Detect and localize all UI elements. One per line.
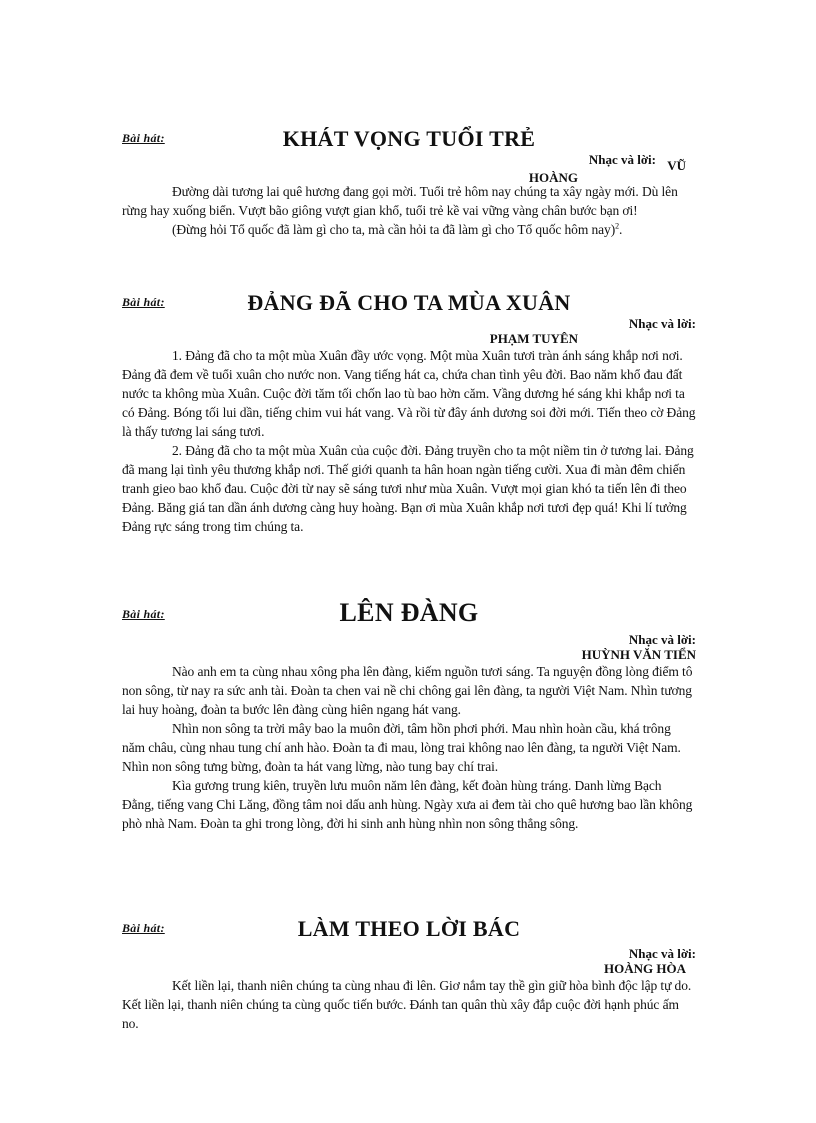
lyrics-paragraph: Nhìn non sông ta trời mây bao la muôn đời, tâm hồn phơi phới. Mau nhìn hoàn cầu, khá trông năm châu, cùng nhau tung chí anh hào. Đoàn ta đi mau, lòng trai không nao lên đàng, ta người Việt Nam. Nhìn non sông tưng bừng, đoàn ta hát vang lừng, nào tung bay chí trai. [122, 721, 681, 774]
song-title: LÀM THEO LỜI BÁC [297, 916, 521, 941]
credit-author: HUỲNH VĂN TIỂN [581, 647, 696, 662]
song-label: Bài hát: [122, 607, 165, 621]
song-title: ĐẢNG ĐÃ CHO TA MÙA XUÂN [247, 290, 571, 315]
song-label: Bài hát: [122, 295, 165, 309]
lyrics-paragraph: 1. Đảng đã cho ta một mùa Xuân đầy ước vọng. Một mùa Xuân tươi tràn ánh sáng khắp nơi nơi. Đảng đã đem về tuổi xuân cho nước non. Vang tiếng hát ca, chứa chan tình yêu đời. Bao năm khổ đau đất nước ta không mùa Xuân. Cuộc đời tăm tối chốn lao tù bao hờn căm. Vầng dương hé sáng khi khắp nơi ta có Đảng. Bóng tối lui dần, tiếng chim vui hát vang. Và rồi từ đây ánh dương soi đời mới. Tiến theo cờ Đảng là thấy tương lai sáng tươi. [122, 348, 696, 439]
song-title: LÊN ĐÀNG [339, 598, 479, 627]
song-label: Bài hát: [122, 921, 165, 935]
song-header [122, 282, 696, 316]
credit-author: PHẠM TUYÊN [489, 331, 578, 346]
song-credit [122, 632, 696, 662]
song-header [122, 594, 696, 628]
song-title: KHÁT VỌNG TUỔI TRẺ [282, 126, 536, 151]
song-credit [122, 946, 696, 976]
end-punct: . [619, 222, 623, 237]
credit-author-part2: HOÀNG [528, 170, 578, 185]
song-header [122, 118, 696, 152]
song-len-dang [122, 594, 696, 833]
lyrics-paragraph: Kìa gương trung kiên, truyền lưu muôn năm lên đàng, kết đoàn hùng tráng. Danh lừng Bạch Đằng, tiếng vang Chi Lăng, đồng tâm noi dấu anh hùng. Ngày xưa ai đem tài cho quê hương bao lần không phò nhà Nam. Đoàn ta ghi trong lòng, đời hi sinh anh hùng nhìn non sông thẳng sông. [122, 778, 693, 831]
lyrics-paragraph: Đường dài tương lai quê hương đang gọi mời. Tuổi trẻ hôm nay chúng ta xây ngày mới. Dù lên rừng hay xuống biển. Vượt bão giông vượt gian khổ, tuổi trẻ kề vai vững vàng chân bước bạn ơi! [122, 184, 678, 218]
song-header [122, 908, 696, 942]
credit-label: Nhạc và lời: [628, 632, 696, 647]
song-label: Bài hát: [122, 131, 165, 145]
credit-label: Nhạc và lời: [628, 316, 696, 331]
song-credit [122, 152, 696, 185]
credit-label: Nhạc và lời: [628, 946, 696, 961]
song-lam-theo-loi-bac [122, 908, 696, 1033]
credit-author-part1: VŨ [667, 158, 686, 173]
lyrics-paragraph: Kết liền lại, thanh niên chúng ta cùng nhau đi lên. Giơ nắm tay thề gìn giữ hòa bình độc lập tự do. Kết liền lại, thanh niên chúng ta cùng quốc tiến bước. Đánh tan quân thù xây đắp cuộc đời hạnh phúc ấm no. [122, 978, 692, 1031]
lyrics-paragraph [122, 220, 696, 239]
lyrics-paragraph: 2. Đảng đã cho ta một mùa Xuân của cuộc đời. Đảng truyền cho ta một niềm tin ở tương lai. Đảng đã mang lại tình yêu thương khắp nơi. Thế giới quanh ta hân hoan ngàn tiếng cười. Xua đi màn đêm chiến tranh gieo bao khổ đau. Cuộc đời từ nay sẽ sáng tươi như mùa Xuân. Vượt mọi gian khó ta tiến lên đi theo Đảng. Băng giá tan dần ánh dương càng huy hoàng. Bạn ơi mùa Xuân khắp nơi tươi đẹp quá! Khi lí tưởng Đảng rực sáng trong tim chúng ta. [122, 443, 694, 534]
song-credit [122, 316, 696, 346]
credit-author: HOÀNG HÒA [604, 961, 686, 976]
footnote-mark: 2 [615, 221, 619, 231]
song-khat-vong-tuoi-tre [122, 118, 696, 239]
credit-label: Nhạc và lời: [588, 152, 656, 167]
song-dang-da-cho-ta-mua-xuan [122, 282, 696, 536]
lyrics-paragraph: Nào anh em ta cùng nhau xông pha lên đàng, kiếm nguồn tươi sáng. Ta nguyện đồng lòng điểm tô non sông, từ nay ra sức anh tài. Đoàn ta chen vai nề chi chông gai lên đàng, ta người Việt Nam. Nhìn tương lai huy hoàng, đoàn ta bước lên đàng cùng hiên ngang hát vang. [122, 664, 693, 717]
lyrics-text: (Đừng hỏi Tổ quốc đã làm gì cho ta, mà cần hỏi ta đã làm gì cho Tổ quốc hôm nay) [172, 222, 616, 237]
